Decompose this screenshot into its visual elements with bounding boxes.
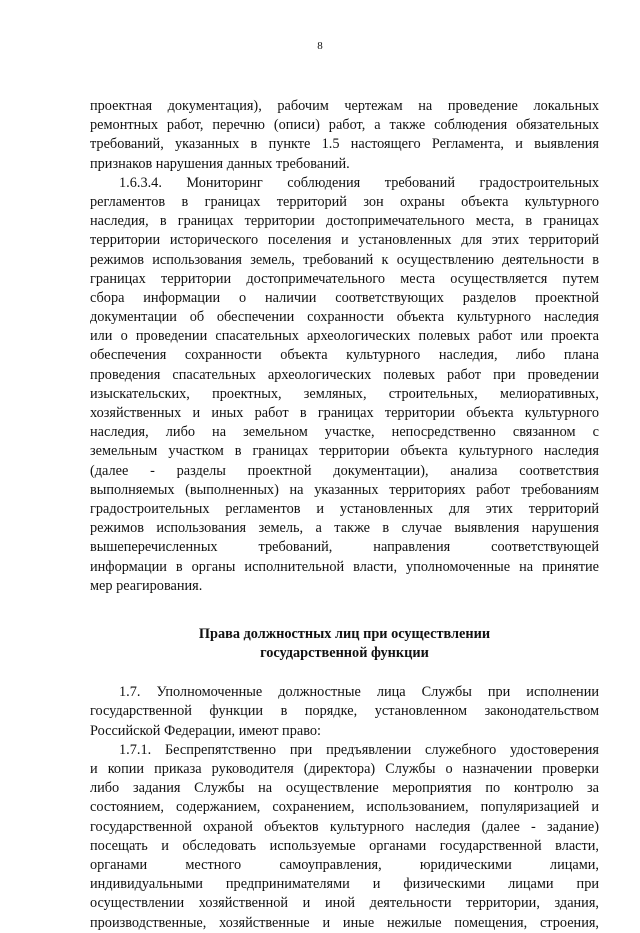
text-line: информации в органы исполнительной власти, уполномоченные на принятие bbox=[90, 558, 599, 575]
text-line: ремонтных работ, перечню (описи) работ, а также соблюдения обязательных bbox=[90, 117, 599, 134]
text-line: государственной функции в порядке, установленном законодательством bbox=[90, 703, 599, 720]
text-line: производственные, хозяйственные и иные нежилые помещения, строения, bbox=[90, 914, 599, 931]
text-line: документации об обеспечении сохранности объекта культурного наследия bbox=[90, 309, 599, 326]
paragraph-continuation bbox=[90, 97, 599, 174]
text-line: 1.7. Уполномоченные должностные лица Службы при исполнении bbox=[119, 684, 599, 701]
text-line: режимов использования земель, а также в случае выявления нарушения bbox=[90, 520, 599, 537]
section-heading-line: государственной функции bbox=[260, 645, 429, 662]
text-line: (далее - разделы проектной документации), анализа соответствия bbox=[90, 462, 599, 479]
paragraph-1-7 bbox=[90, 683, 599, 741]
text-line: проектная документация), рабочим чертежам на проведение локальных bbox=[90, 98, 599, 114]
text-line: обеспечения сохранности объекта культурного наследия, либо плана bbox=[90, 347, 599, 364]
text-line: и копии приказа руководителя (директора) Службы о назначении проверки bbox=[90, 761, 599, 777]
section-heading-line: Права должностных лиц при осуществлении bbox=[198, 625, 491, 642]
text-line: земельным участком в границах территории объекта культурного наследия bbox=[90, 443, 599, 460]
text-line: наследия, в границах территории достопримечательного места, в границах bbox=[90, 213, 599, 230]
section-heading bbox=[90, 625, 599, 663]
text-line: границах территории достопримечательного места осуществляется путем bbox=[90, 270, 599, 287]
text-line: изыскательских, проектных, земляных, строительных, мелиоративных, bbox=[90, 385, 599, 402]
text-line: требований, указанных в пункте 1.5 настоящего Регламента, и выявления bbox=[90, 136, 599, 153]
text-line: хозяйственных и иных работ в границах территории объекта культурного bbox=[90, 405, 599, 421]
text-line: градостроительных регламентов и установленных для этих территорий bbox=[90, 500, 599, 517]
text-line: режимов использования земель, требований к осуществлению деятельности в bbox=[90, 251, 599, 268]
text-line: проведения спасательных археологических полевых работ при проведении bbox=[90, 366, 599, 383]
text-line: либо задания Службы на осуществление мероприятия по контролю за bbox=[90, 780, 599, 797]
text-line: 1.6.3.4. Мониторинг соблюдения требований градостроительных bbox=[119, 174, 599, 191]
text-line: или о проведении спасательных археологических полевых работ или проекта bbox=[90, 328, 599, 345]
text-line: индивидуальными предпринимателями и физическими лицами при bbox=[90, 876, 599, 893]
text-line: выполняемых (выполненных) на указанных территориях работ требованиям bbox=[90, 481, 599, 498]
text-line: признаков нарушения данных требований. bbox=[90, 155, 350, 172]
text-line: регламентов в границах территорий зон охраны объекта культурного bbox=[90, 193, 599, 210]
text-line: наследия, либо на земельном участке, непосредственно связанном с bbox=[90, 424, 599, 441]
text-line: посещать и обследовать используемые органами государственной власти, bbox=[90, 837, 599, 854]
text-line: территории исторического поселения и установленных для этих территорий bbox=[90, 232, 599, 249]
text-line: мер реагирования. bbox=[90, 577, 203, 594]
text-line: органами местного самоуправления, юридическими лицами, bbox=[90, 856, 599, 873]
text-line: состоянием, содержанием, сохранением, использованием, популяризацией и bbox=[90, 799, 599, 816]
page-number: 8 bbox=[317, 40, 323, 52]
document-body bbox=[90, 97, 599, 933]
text-line: 1.7.1. Беспрепятственно при предъявлении служебного удостоверения bbox=[119, 741, 599, 758]
text-line: осуществлении хозяйственной и иной деятельности территории, здания, bbox=[90, 895, 599, 912]
paragraph-1-7-1 bbox=[90, 741, 599, 933]
text-line: Российской Федерации, имеют право: bbox=[90, 722, 321, 739]
text-line: государственной охраной объектов культурного наследия (далее - задание) bbox=[90, 818, 599, 835]
paragraph-1-6-3-4 bbox=[90, 174, 599, 596]
text-line: вышеперечисленных требований, направления соответствующей bbox=[90, 539, 599, 556]
text-line: сбора информации о наличии соответствующих разделов проектной bbox=[90, 289, 599, 306]
